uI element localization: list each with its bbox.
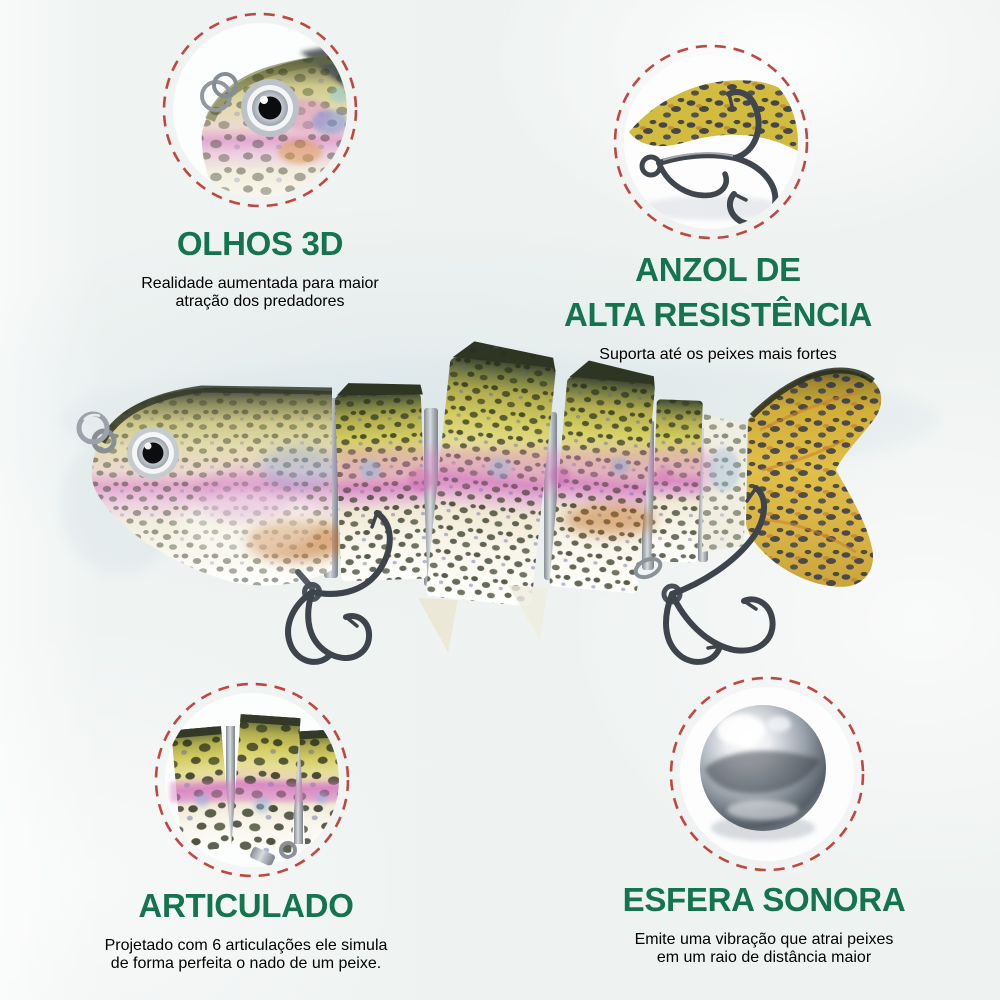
lure-eye [127,427,179,479]
lure-tail-fin [746,370,881,587]
feature-title [46,884,446,929]
title-line: ALTA RESISTÊNCIA [563,295,873,333]
callout-articulado [142,670,362,890]
desc-line: Projetado com 6 articulações ele simula [104,936,388,954]
callout-esfera [657,664,877,884]
feature-esfera [564,878,964,983]
desc-line: Suporta até os peixes mais fortes [599,345,837,363]
title-line: ANZOL DE [635,251,801,288]
callout-anzol [601,32,821,252]
desc-line: Emite uma vibração que atrai peixes [634,930,894,948]
desc-line: em um raio de distância maior [656,948,872,966]
belly-blotch [564,504,656,536]
feature-title [518,248,918,338]
callout-olhos-3d [150,0,370,220]
feature-olhos-3d [60,222,460,327]
feature-title [564,878,964,923]
desc-line: de forma perfeita o nado de um peixe. [110,954,382,972]
title-line: ESFERA SONORA [622,881,906,918]
title-line: ARTICULADO [138,887,354,924]
pelvic-fin-2 [508,585,548,640]
eye-3d [241,79,299,137]
pelvic-fin [418,598,458,652]
title-line: OLHOS 3D [176,225,344,262]
feature-title [60,222,460,267]
desc-line: Realidade aumentada para maior [141,274,379,292]
feature-anzol [518,248,918,380]
lateral-stripe [336,450,710,492]
segments-closeup-photo [170,714,357,867]
feature-articulado [46,884,446,989]
desc-line: atração dos predadores [175,292,345,310]
